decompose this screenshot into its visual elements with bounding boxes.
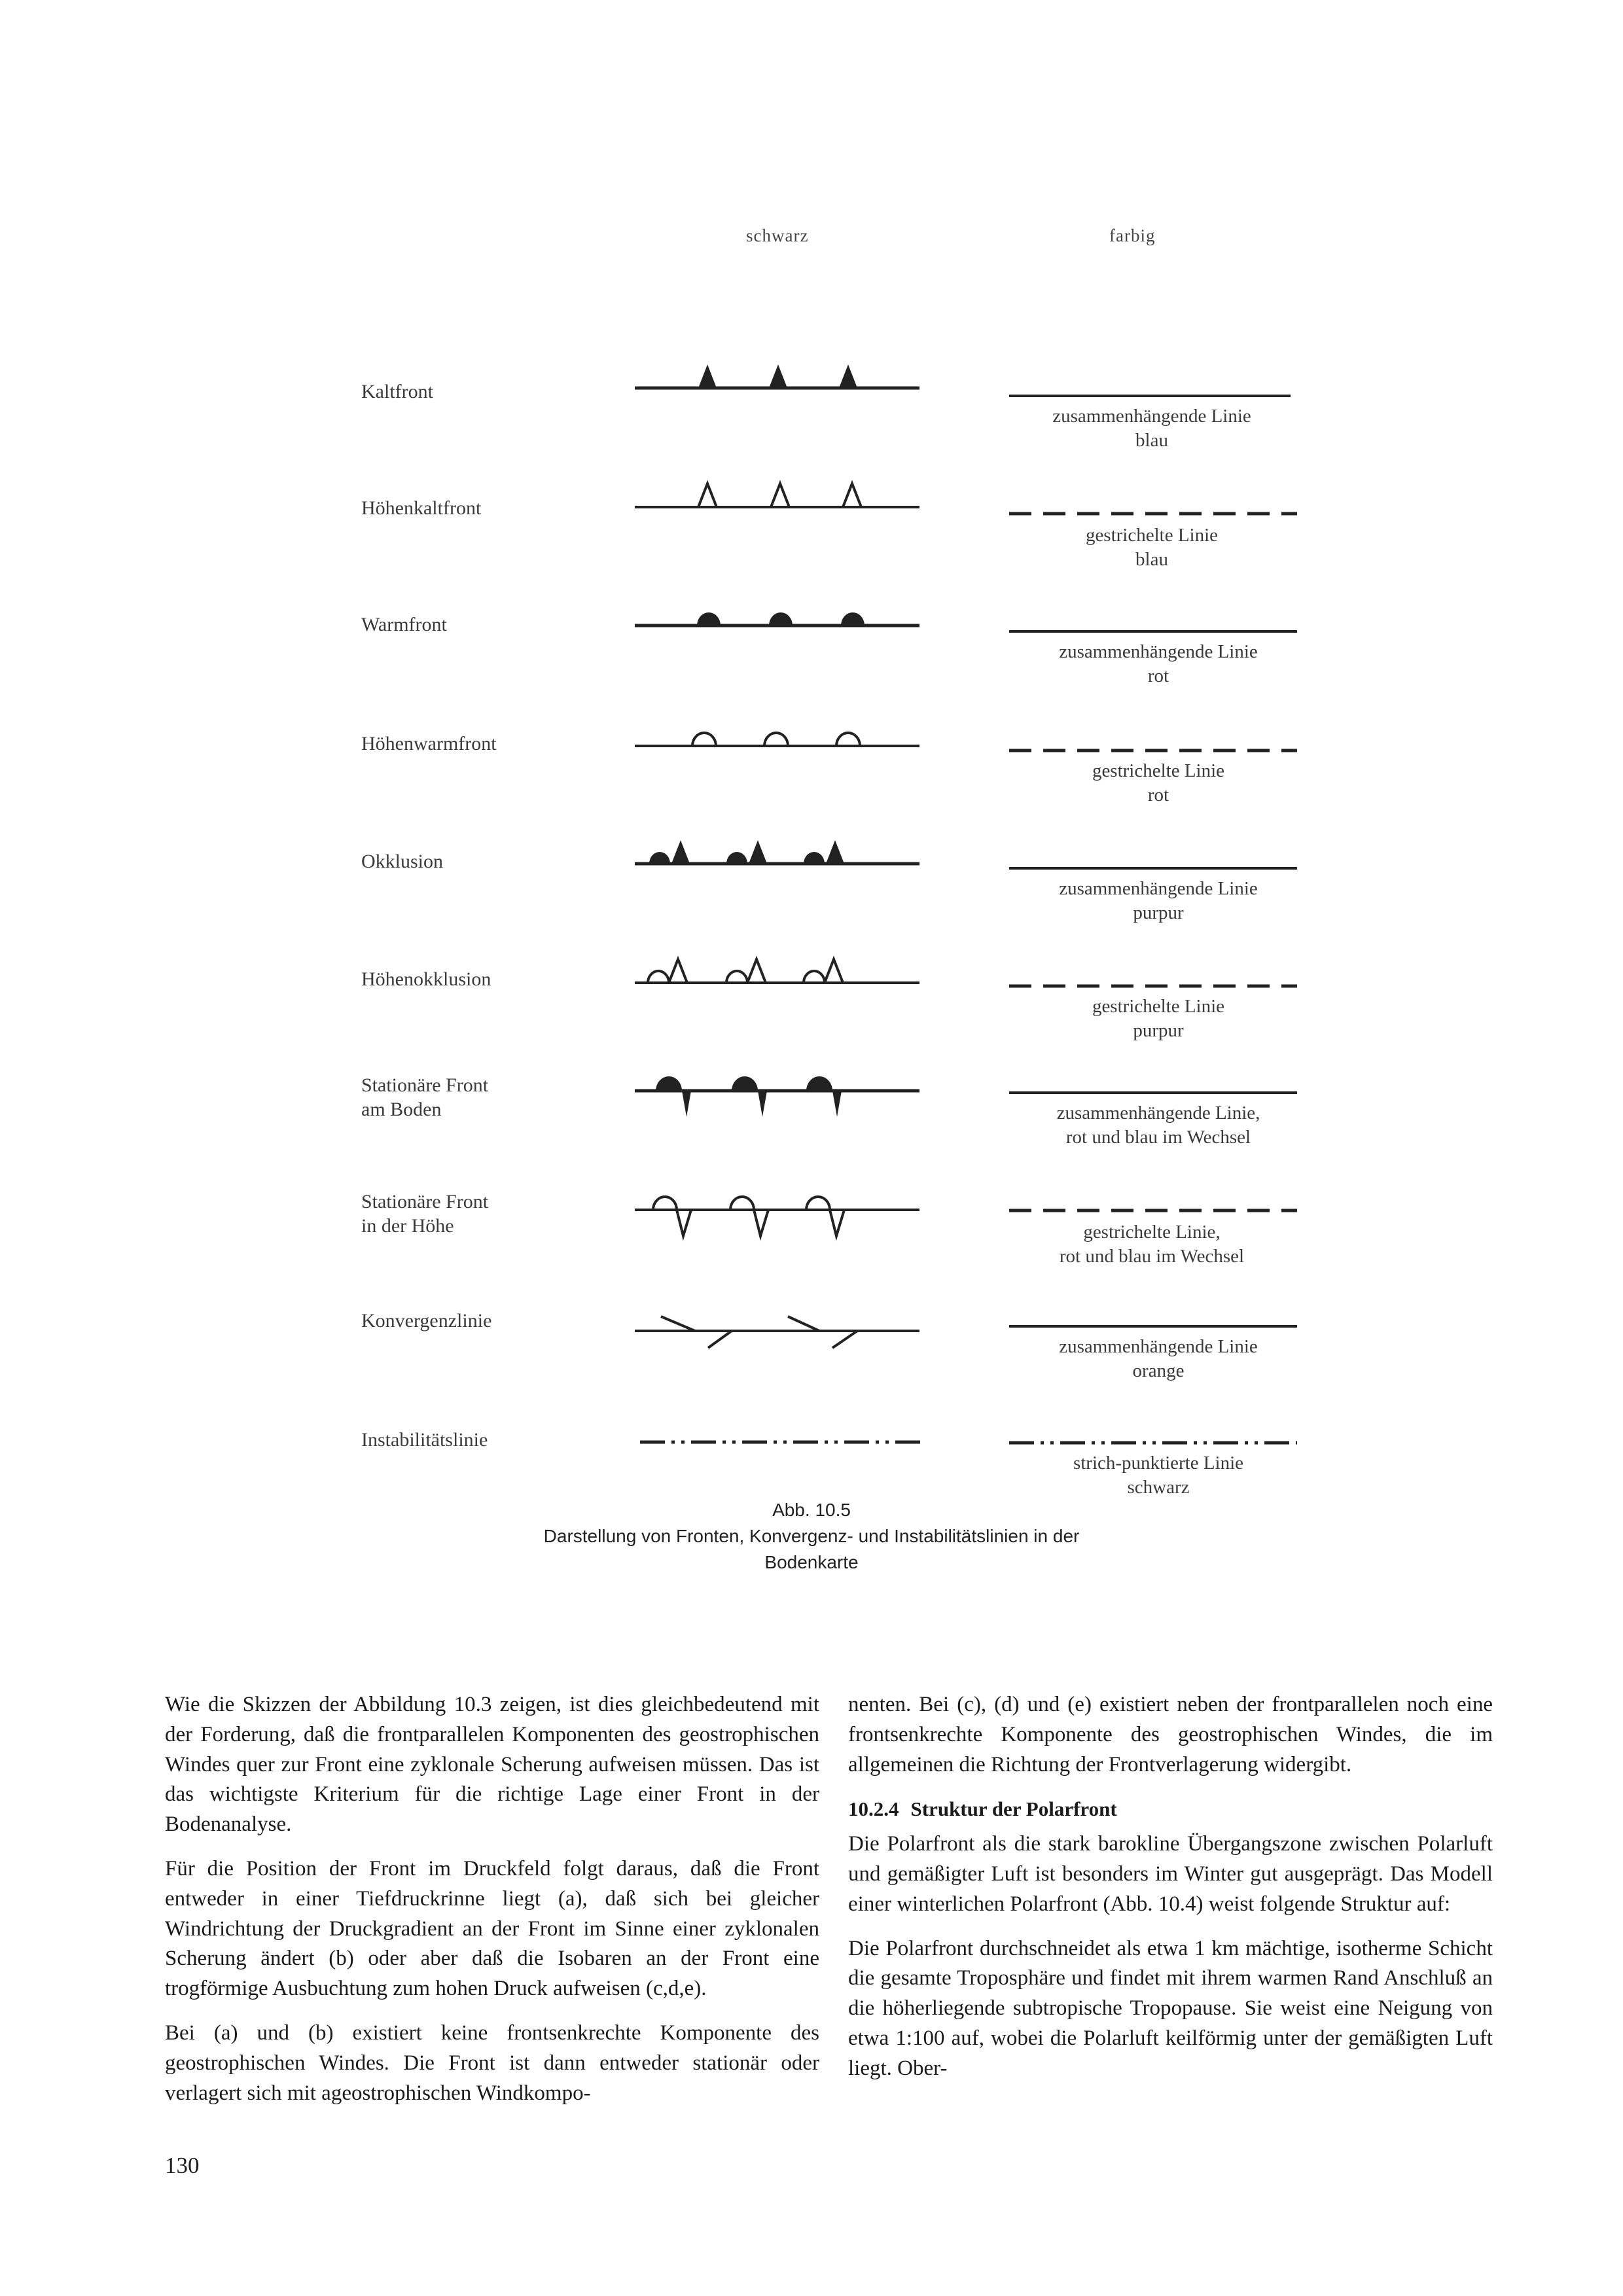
page-number: 130: [165, 2153, 200, 2178]
convergence-line-symbol: [635, 1302, 942, 1374]
cold-front-symbol: [635, 363, 942, 435]
dashed-line-rot: [1001, 741, 1302, 760]
paragraph: Die Polarfront als die stark barokline Übergangszone zwischen Polarluft und gemäßigter Luft ist besonders im Winter gut ausgeprägt. Das Modell einer winterlichen Polarfront (Abb. 10.4) weist folgende Struktur auf:: [848, 1832, 1493, 1916]
desc-konvergenzlinie: zusammenhängende Linie orange: [1059, 1336, 1258, 1381]
upper-cold-front-symbol: [635, 481, 942, 553]
desc-okklusion: zusammenhängende Linie purpur: [1059, 878, 1258, 923]
desc-instabilitaetslinie: strich-punktierte Linie schwarz: [1073, 1453, 1244, 1498]
label-konvergenzlinie: Konvergenzlinie: [361, 1310, 492, 1332]
desc-hoehenokklusion: gestrichelte Linie purpur: [1092, 996, 1225, 1041]
occlusion-symbol: [635, 838, 942, 910]
figure-number: Abb. 10.5: [772, 1500, 851, 1520]
paragraph: nenten. Bei (c), (d) und (e) existiert neben der frontparallelen noch eine frontsenkrechte Komponente des geostrophischen Windes, die im allgemeinen die Richtung der Frontverlagerung widergibt.: [848, 1693, 1493, 1776]
label-stationaere-front-boden: Stationäre Front am Boden: [361, 1074, 489, 1120]
warm-front-symbol: [635, 601, 942, 673]
section-heading: 10.2.4 Struktur der Polarfront: [848, 1797, 1117, 1821]
upper-warm-front-symbol: [635, 720, 942, 792]
dashed-line-rot-blau: [1001, 1201, 1302, 1220]
upper-stationary-front-symbol: [635, 1181, 942, 1253]
dashed-line-purpur: [1001, 976, 1302, 996]
desc-warmfront: zusammenhängende Linie rot: [1059, 641, 1258, 686]
text-column-right: [848, 1690, 1493, 2098]
instability-line-symbol: [635, 1421, 942, 1493]
desc-hoehenkaltfront: gestrichelte Linie blau: [1085, 525, 1219, 570]
label-instabilitaetslinie: Instabilitätslinie: [361, 1429, 488, 1451]
label-warmfront: Warmfront: [361, 614, 447, 635]
column-header-black: schwarz: [746, 226, 809, 245]
desc-kaltfront: zusammenhängende Linie blau: [1052, 406, 1251, 451]
stationary-front-symbol: [635, 1063, 942, 1135]
column-header-color: farbig: [1109, 226, 1156, 245]
solid-line-rot: [1001, 622, 1302, 641]
label-kaltfront: Kaltfront: [361, 381, 433, 402]
paragraph: Die Polarfront durchschneidet als etwa 1 km mächtige, isotherme Schicht die gesamte Troposphäre und findet mit ihrem warmen Rand Anschluß an die höherliegende subtropische Tropopause. Sie weist eine Neigung von etwa 1:100 auf, wobei die Polarluft keilförmig unter der gemäßigten Luft liegt. Ober-: [848, 1936, 1493, 2080]
label-hoehenkaltfront: Höhenkaltfront: [361, 497, 482, 519]
solid-line-orange: [1001, 1316, 1302, 1336]
solid-line-purpur: [1001, 858, 1302, 878]
solid-line-rot-blau: [1001, 1083, 1302, 1103]
dash-dot-line-schwarz: [1001, 1433, 1302, 1453]
label-hoehenokklusion: Höhenokklusion: [361, 968, 491, 990]
desc-hoehenwarmfront: gestrichelte Linie rot: [1092, 760, 1225, 805]
upper-occlusion-symbol: [635, 955, 942, 1027]
label-stationaere-front-hoehe: Stationäre Front in der Höhe: [361, 1191, 489, 1237]
desc-stationaere-front-hoehe: gestrichelte Linie, rot und blau im Wechsel: [1059, 1222, 1245, 1267]
desc-stationaere-front-boden: zusammenhängende Linie, rot und blau im Wechsel: [1056, 1103, 1260, 1148]
paragraph: Wie die Skizzen der Abbildung 10.3 zeigen, ist dies gleichbedeutend mit der Forderung, daß die frontparallelen Komponenten des geostrophischen Windes quer zur Front eine zyklonale Scherung aufweisen müssen. Das ist das wichtigste Kriterium für die richtige Lage einer Front in der Bodenanalyse.: [165, 1693, 819, 1837]
text-column-left: [165, 1690, 819, 2123]
label-hoehenwarmfront: Höhenwarmfront: [361, 733, 497, 754]
paragraph: Für die Position der Front im Druckfeld folgt daraus, daß die Front entweder in einer Tiefdruckrinne liegt (a), daß sich bei gleicher Windrichtung der Druckgradient an der Front im Sinne einer zyklonalen Scherung ändert (b) oder aber daß die Isobaren an der Front eine trogförmige Ausbuchtung zum hohen Druck aufweisen (c,d,e).: [165, 1856, 819, 2001]
figure-caption: Abb. 10.5 Darstellung von Fronten, Konvergenz- und Instabilitätslinien in der Bodenkarte: [0, 1497, 1623, 1576]
dashed-line-blau: [1001, 504, 1302, 523]
paragraph: Bei (a) und (b) existiert keine frontsenkrechte Komponente des geostrophischen Windes. Die Front ist dann entweder stationär oder verlagert sich mit ageostrophischen Windkompo-: [165, 2021, 819, 2105]
solid-line-blau: [1001, 386, 1302, 406]
label-okklusion: Okklusion: [361, 851, 444, 872]
